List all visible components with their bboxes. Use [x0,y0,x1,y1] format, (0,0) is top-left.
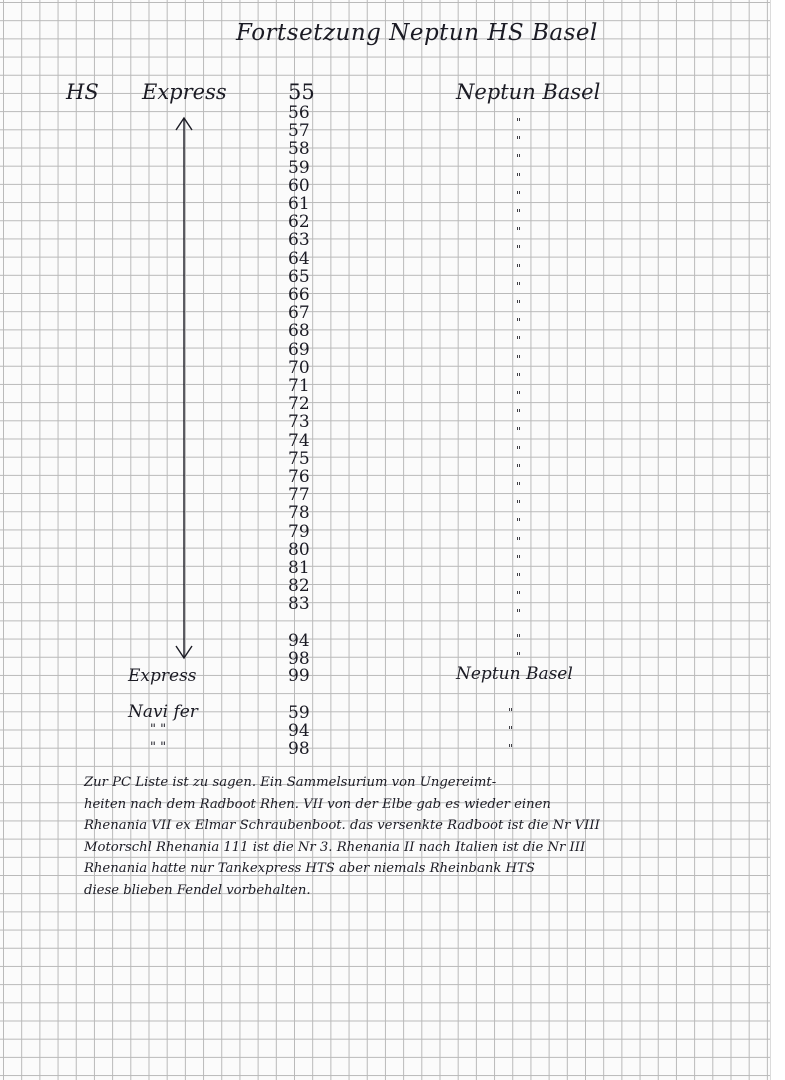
number-item: 58 [288,139,310,160]
ditto-mark: " [516,188,522,202]
navifer-mark: " [508,742,514,755]
navifer-name: Navi fer [128,702,198,722]
page-title: Fortsetzung Neptun HS Basel [236,20,598,46]
ditto-mark: " [516,425,522,439]
note-line: diese blieben Fendel vorbehalten. [84,882,311,898]
number-item: 98 [288,649,310,669]
express-number: 99 [288,666,310,686]
number-item: 74 [288,430,310,451]
range-arrow [170,110,200,670]
number-item: 63 [288,230,310,251]
type-label: HS [66,80,99,104]
note-line: heiten nach dem Radboot Rhen. VII von der Elbe gab es wieder einen [84,796,551,812]
ditto-mark: " [516,170,522,184]
ditto-mark: " [516,443,522,457]
ditto-mark: " [516,225,522,239]
ditto-mark: " [516,589,522,603]
note-line: Rhenania VII ex Elmar Schraubenboot. das versenkte Radboot ist die Nr VIII [84,818,600,834]
ditto-mark: " [516,279,522,293]
navifer-mark: " [508,724,514,737]
name-label: Express [142,80,227,104]
navifer-name: " " [150,722,167,737]
number-item: 77 [288,485,310,506]
ditto-mark: " [516,480,522,493]
number-item: 76 [288,467,310,487]
ditto-mark: " [516,461,522,475]
ditto-mark: " [516,352,522,366]
ditto-mark: " [516,389,522,402]
number-item: 94 [288,631,310,651]
navifer-number: 98 [288,739,310,759]
ditto-mark: " [516,334,522,348]
ditto-mark: " [516,243,522,257]
number-item: 71 [288,376,310,396]
number-item: 79 [288,521,310,542]
note-line: Zur PC Liste ist zu sagen. Ein Sammelsurium von Ungereimt- [84,775,497,790]
ditto-mark: " [516,650,522,663]
number-item: 59 [288,157,310,178]
ditto-mark: " [516,407,522,421]
number-item: 73 [288,412,310,433]
number-item: 67 [288,303,310,324]
ditto-mark: " [516,552,522,566]
navifer-name: " " [150,740,167,755]
navifer-number: 94 [288,721,310,741]
number-item: 80 [288,539,310,560]
navifer-number: 59 [288,703,310,723]
express-name: Express [128,666,197,686]
ditto-mark: " [516,498,522,512]
ditto-mark: " [516,316,522,330]
number-item: 61 [288,194,310,214]
number-item: 68 [288,321,310,342]
number-item: 72 [288,394,310,415]
express-owner: Neptun Basel [456,664,573,684]
navifer-mark: " [508,706,514,719]
ditto-mark: " [516,370,522,384]
number-item: 75 [288,448,310,469]
ditto-mark: " [516,116,522,129]
note-line: Motorschl Rhenania 111 ist die Nr 3. Rhenania II nach Italien ist die Nr III [84,839,586,855]
ditto-mark: " [516,607,522,621]
owner-label: Neptun Basel [456,80,601,104]
number-item: 70 [288,357,310,378]
number-item: 62 [288,212,310,233]
ditto-mark: " [516,261,522,275]
number-item: 81 [288,558,310,578]
page-edge [770,0,785,1080]
ditto-mark: " [516,207,522,220]
number-item: 60 [288,175,310,196]
number-item: 56 [288,103,310,123]
number-item: 83 [288,594,310,615]
number-item: 57 [288,121,310,142]
ditto-mark: " [516,152,522,166]
ditto-mark: " [516,298,522,311]
number-item: 78 [288,503,310,524]
ditto-mark: " [516,571,522,584]
number-item: 66 [288,285,310,305]
ditto-mark: " [516,534,522,548]
number-item: 82 [288,576,310,597]
number-item: 64 [288,248,310,269]
handwritten-note [84,772,764,902]
first-number: 55 [288,80,315,104]
number-item: 65 [288,266,310,287]
ditto-mark: " [516,632,522,645]
note-line: Rhenania hatte nur Tankexpress HTS aber niemals Rheinbank HTS [84,861,535,877]
number-item: 69 [288,339,310,360]
ditto-mark: " [516,134,522,148]
ditto-mark: " [516,516,522,530]
